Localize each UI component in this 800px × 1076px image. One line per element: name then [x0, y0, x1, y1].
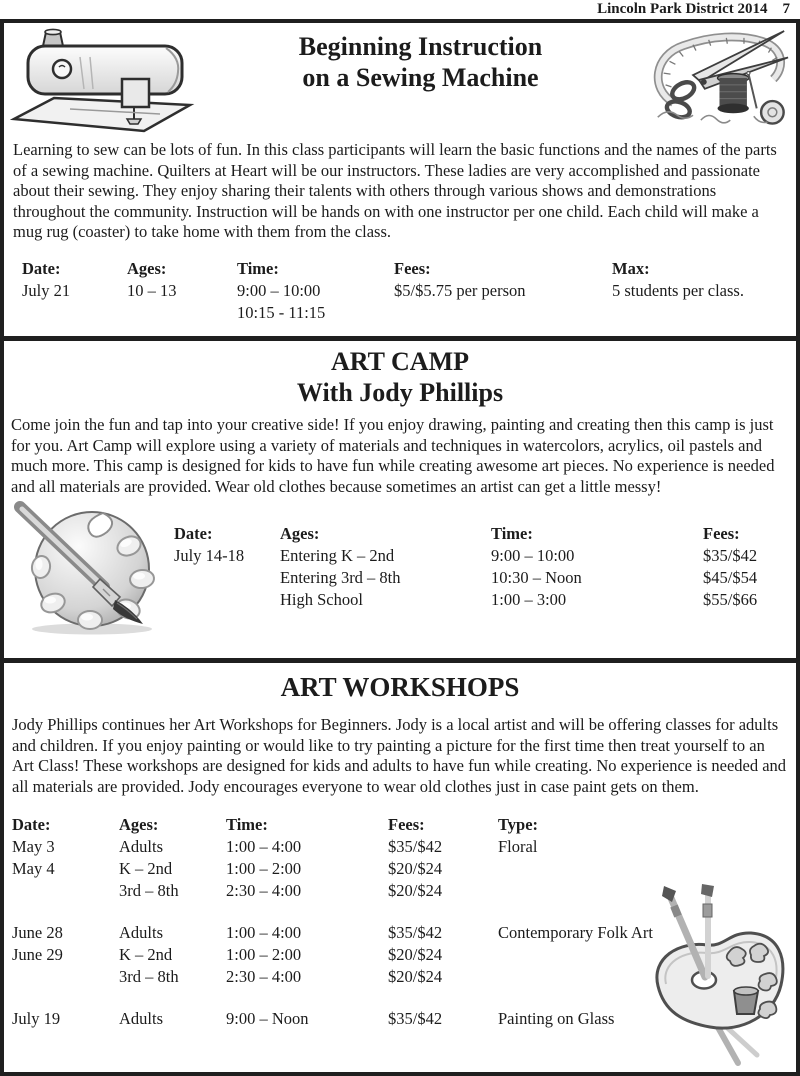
- cell-fees: $20/$24: [388, 945, 443, 964]
- cell-time: 1:00 – 2:00: [226, 859, 302, 878]
- scissors-thread-icon: [646, 26, 791, 132]
- section-body-text: Come join the fun and tap into your creative side! If you enjoy drawing, painting and creating then this camp is just for you. Art Camp will explore using a variety of materials and techniques in watercolors, acrylics, oil pastels and much more. This camp is designed for kids to have fun while creating awesome art pieces. No experience is needed and all materials are provided. Wear old clothes because sometimes an artist can get a little messy!: [11, 415, 775, 496]
- cell-date: July 19: [12, 1009, 61, 1028]
- section-title-line1: Beginning Instruction: [298, 32, 543, 61]
- section-title-line1: ART CAMP: [331, 347, 469, 376]
- section-sewing-machine: [0, 19, 800, 340]
- page-number: 7: [782, 1, 790, 17]
- cell-time: 9:00 – 10:00: [237, 280, 321, 300]
- cell-ages: K – 2nd: [119, 859, 173, 878]
- cell-type: [498, 858, 796, 880]
- cell-fees: $5/$5.75 per person: [394, 280, 526, 300]
- cell-date: May 3: [12, 837, 55, 856]
- cell-ages: 3rd – 8th: [119, 967, 179, 986]
- col-header-time: Time:: [237, 258, 279, 278]
- cell-date: May 4: [12, 859, 55, 878]
- section-title: [4, 346, 796, 408]
- table-group-gap: [12, 902, 796, 922]
- section-title-line2: on a Sewing Machine: [302, 63, 539, 92]
- workshops-schedule-table: [12, 814, 796, 1030]
- cell-ages: 10 – 13: [127, 280, 177, 300]
- cell-fees: $35/$42: [388, 923, 443, 942]
- section-art-workshops: [0, 659, 800, 1076]
- cell-date: June 28: [12, 923, 63, 942]
- cell-fees: $55/$66: [703, 590, 758, 609]
- table-group-gap: [12, 988, 796, 1008]
- cell-ages: Adults: [119, 1009, 164, 1028]
- cell-date: [12, 966, 119, 988]
- cell-ages: High School: [280, 590, 363, 609]
- section-title: [195, 23, 646, 93]
- cell-date: June 29: [12, 945, 63, 964]
- cell-ages: Entering K – 2nd: [280, 546, 395, 565]
- cell-type: [498, 966, 796, 988]
- art-camp-schedule-table: [174, 523, 796, 611]
- section-title-line2: With Jody Phillips: [296, 378, 504, 407]
- section-body-text: Learning to sew can be lots of fun. In this class participants will learn the basic functions and the names of the parts of a sewing machine. Quilters at Heart will be our instructors. These ladies are very accomplished and passionate about their sewing. They enjoy sharing their talents with others through various shows and demonstrations throughout the community. Instruction will be hands on with one instructor per one child. Each child will make a mug rug (coaster) to take home with them from the class.: [13, 140, 777, 241]
- cell-fees: $35/$42: [703, 546, 758, 565]
- publication-title: Lincoln Park District 2014: [597, 1, 768, 17]
- col-header-type: Type:: [498, 815, 539, 834]
- col-header-max: Max:: [612, 258, 650, 278]
- cell-time: 9:00 – 10:00: [491, 546, 575, 565]
- col-header-date: Date:: [12, 815, 51, 834]
- cell-fees: $35/$42: [388, 837, 443, 856]
- cell-ages: Entering 3rd – 8th: [280, 568, 401, 587]
- cell-type: [498, 880, 796, 902]
- cell-time: 1:00 – 4:00: [226, 837, 302, 856]
- cell-time: 1:00 – 4:00: [226, 923, 302, 942]
- col-header-time: Time:: [226, 815, 268, 834]
- section-art-camp: [0, 337, 800, 662]
- cell-type: [498, 944, 796, 966]
- cell-type: Painting on Glass: [498, 1009, 615, 1028]
- cell-time: 10:15 - 11:15: [237, 302, 326, 322]
- cell-type: Floral: [498, 837, 538, 856]
- col-header-date: Date:: [174, 524, 213, 543]
- cell-ages: [127, 302, 237, 324]
- cell-time: 2:30 – 4:00: [226, 881, 302, 900]
- cell-fees: $20/$24: [388, 859, 443, 878]
- section-title: ART WORKSHOPS: [280, 672, 520, 702]
- cell-fees: [394, 302, 612, 324]
- cell-type: Contemporary Folk Art: [498, 923, 653, 942]
- cell-max: 5 students per class.: [612, 280, 744, 300]
- cell-max: [612, 302, 796, 324]
- col-header-time: Time:: [491, 524, 533, 543]
- cell-ages: K – 2nd: [119, 945, 173, 964]
- section-body-text: Jody Phillips continues her Art Workshops for Beginners. Jody is a local artist and will be offering classes for adults and children. If you enjoy painting or would like to try painting a picture for the first time then treat yourself to an Art Class! These workshops are designed for kids and adults to have fun while creating. No experience is needed and all materials are provided. Jody encourages everyone to wear old clothes just in case paint gets on them.: [12, 715, 787, 796]
- cell-time: 10:30 – Noon: [491, 568, 582, 587]
- cell-time: 1:00 – 2:00: [226, 945, 302, 964]
- cell-fees: $20/$24: [388, 881, 443, 900]
- cell-fees: $45/$54: [703, 568, 758, 587]
- cell-time: 9:00 – Noon: [226, 1009, 309, 1028]
- col-header-ages: Ages:: [280, 524, 320, 543]
- cell-ages: 3rd – 8th: [119, 881, 179, 900]
- cell-date: [174, 567, 280, 589]
- cell-time: 1:00 – 3:00: [491, 590, 567, 609]
- paint-palette-brush-icon: [8, 499, 174, 636]
- cell-ages: Adults: [119, 837, 164, 856]
- cell-date: July 21: [22, 280, 71, 300]
- sewing-machine-icon: [10, 27, 195, 133]
- cell-date: [12, 880, 119, 902]
- cell-date: [22, 302, 127, 324]
- cell-ages: Adults: [119, 923, 164, 942]
- col-header-fees: Fees:: [703, 524, 740, 543]
- cell-date: [174, 589, 280, 611]
- col-header-ages: Ages:: [119, 815, 159, 834]
- col-header-ages: Ages:: [127, 258, 167, 278]
- cell-fees: $20/$24: [388, 967, 443, 986]
- sewing-schedule-table: [22, 258, 796, 324]
- col-header-fees: Fees:: [394, 258, 431, 278]
- page-header: [0, 0, 800, 19]
- col-header-date: Date:: [22, 258, 61, 278]
- col-header-fees: Fees:: [388, 815, 425, 834]
- cell-fees: $35/$42: [388, 1009, 443, 1028]
- cell-time: 2:30 – 4:00: [226, 967, 302, 986]
- cell-date: July 14-18: [174, 546, 245, 565]
